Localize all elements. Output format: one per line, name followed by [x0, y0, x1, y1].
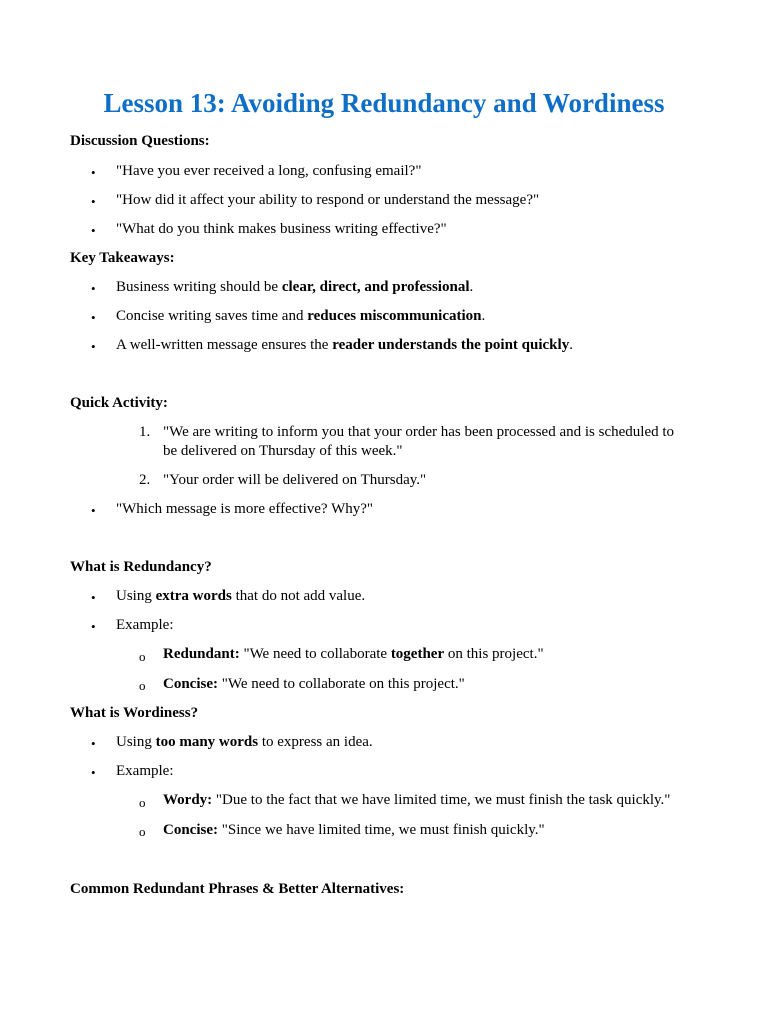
redundancy-heading: What is Redundancy?	[70, 559, 212, 575]
sub-bullet-icon: o	[139, 795, 146, 810]
wordiness-item: Using too many words to express an idea.	[116, 734, 373, 750]
activity-item: "Your order will be delivered on Thursday."	[163, 472, 427, 488]
bullet-icon: •	[91, 165, 96, 180]
wordy-example: Wordy: "Due to the fact that we have limited time, we must finish the task quickly."	[163, 792, 671, 808]
discussion-heading: Discussion Questions:	[70, 133, 210, 149]
wordiness-heading: What is Wordiness?	[70, 705, 199, 721]
takeaway-item: Business writing should be clear, direct, and professional.	[116, 279, 474, 295]
redundant-example: Redundant: "We need to collaborate together on this project."	[163, 646, 544, 662]
discussion-item: "Have you ever received a long, confusing email?"	[116, 163, 422, 179]
activity-heading: Quick Activity:	[70, 395, 168, 411]
bullet-icon: •	[91, 281, 96, 296]
redundancy-item: Using extra words that do not add value.	[116, 588, 366, 604]
activity-question: "Which message is more effective? Why?"	[116, 501, 374, 517]
bullet-icon: •	[91, 765, 96, 780]
list-number: 1.	[139, 424, 151, 440]
sub-bullet-icon: o	[139, 649, 146, 664]
takeaway-item: A well-written message ensures the reader understands the point quickly.	[116, 337, 573, 353]
redundancy-example-label: Example:	[116, 617, 174, 633]
bullet-icon: •	[91, 194, 96, 209]
discussion-item: "What do you think makes business writing effective?"	[116, 221, 447, 237]
sub-bullet-icon: o	[139, 824, 146, 839]
bullet-icon: •	[91, 619, 96, 634]
bullet-icon: •	[91, 223, 96, 238]
discussion-item: "How did it affect your ability to respond or understand the message?"	[116, 192, 540, 208]
phrases-heading: Common Redundant Phrases & Better Alternatives:	[70, 881, 405, 897]
bullet-icon: •	[91, 310, 96, 325]
page-title: Lesson 13: Avoiding Redundancy and Wordiness	[103, 88, 665, 118]
bullet-icon: •	[91, 339, 96, 354]
wordiness-example-label: Example:	[116, 763, 174, 779]
takeaways-heading: Key Takeaways:	[70, 250, 175, 266]
concise-example: Concise: "We need to collaborate on this project."	[163, 676, 465, 692]
activity-item: "We are writing to inform you that your order has been processed and is scheduled to	[163, 424, 675, 440]
activity-item-continued: be delivered on Thursday of this week."	[163, 443, 403, 459]
bullet-icon: •	[91, 736, 96, 751]
list-number: 2.	[139, 472, 151, 488]
concise-example: Concise: "Since we have limited time, we must finish quickly."	[163, 822, 545, 838]
takeaway-item: Concise writing saves time and reduces miscommunication.	[116, 308, 486, 324]
sub-bullet-icon: o	[139, 678, 146, 693]
bullet-icon: •	[91, 590, 96, 605]
bullet-icon: •	[91, 503, 96, 518]
